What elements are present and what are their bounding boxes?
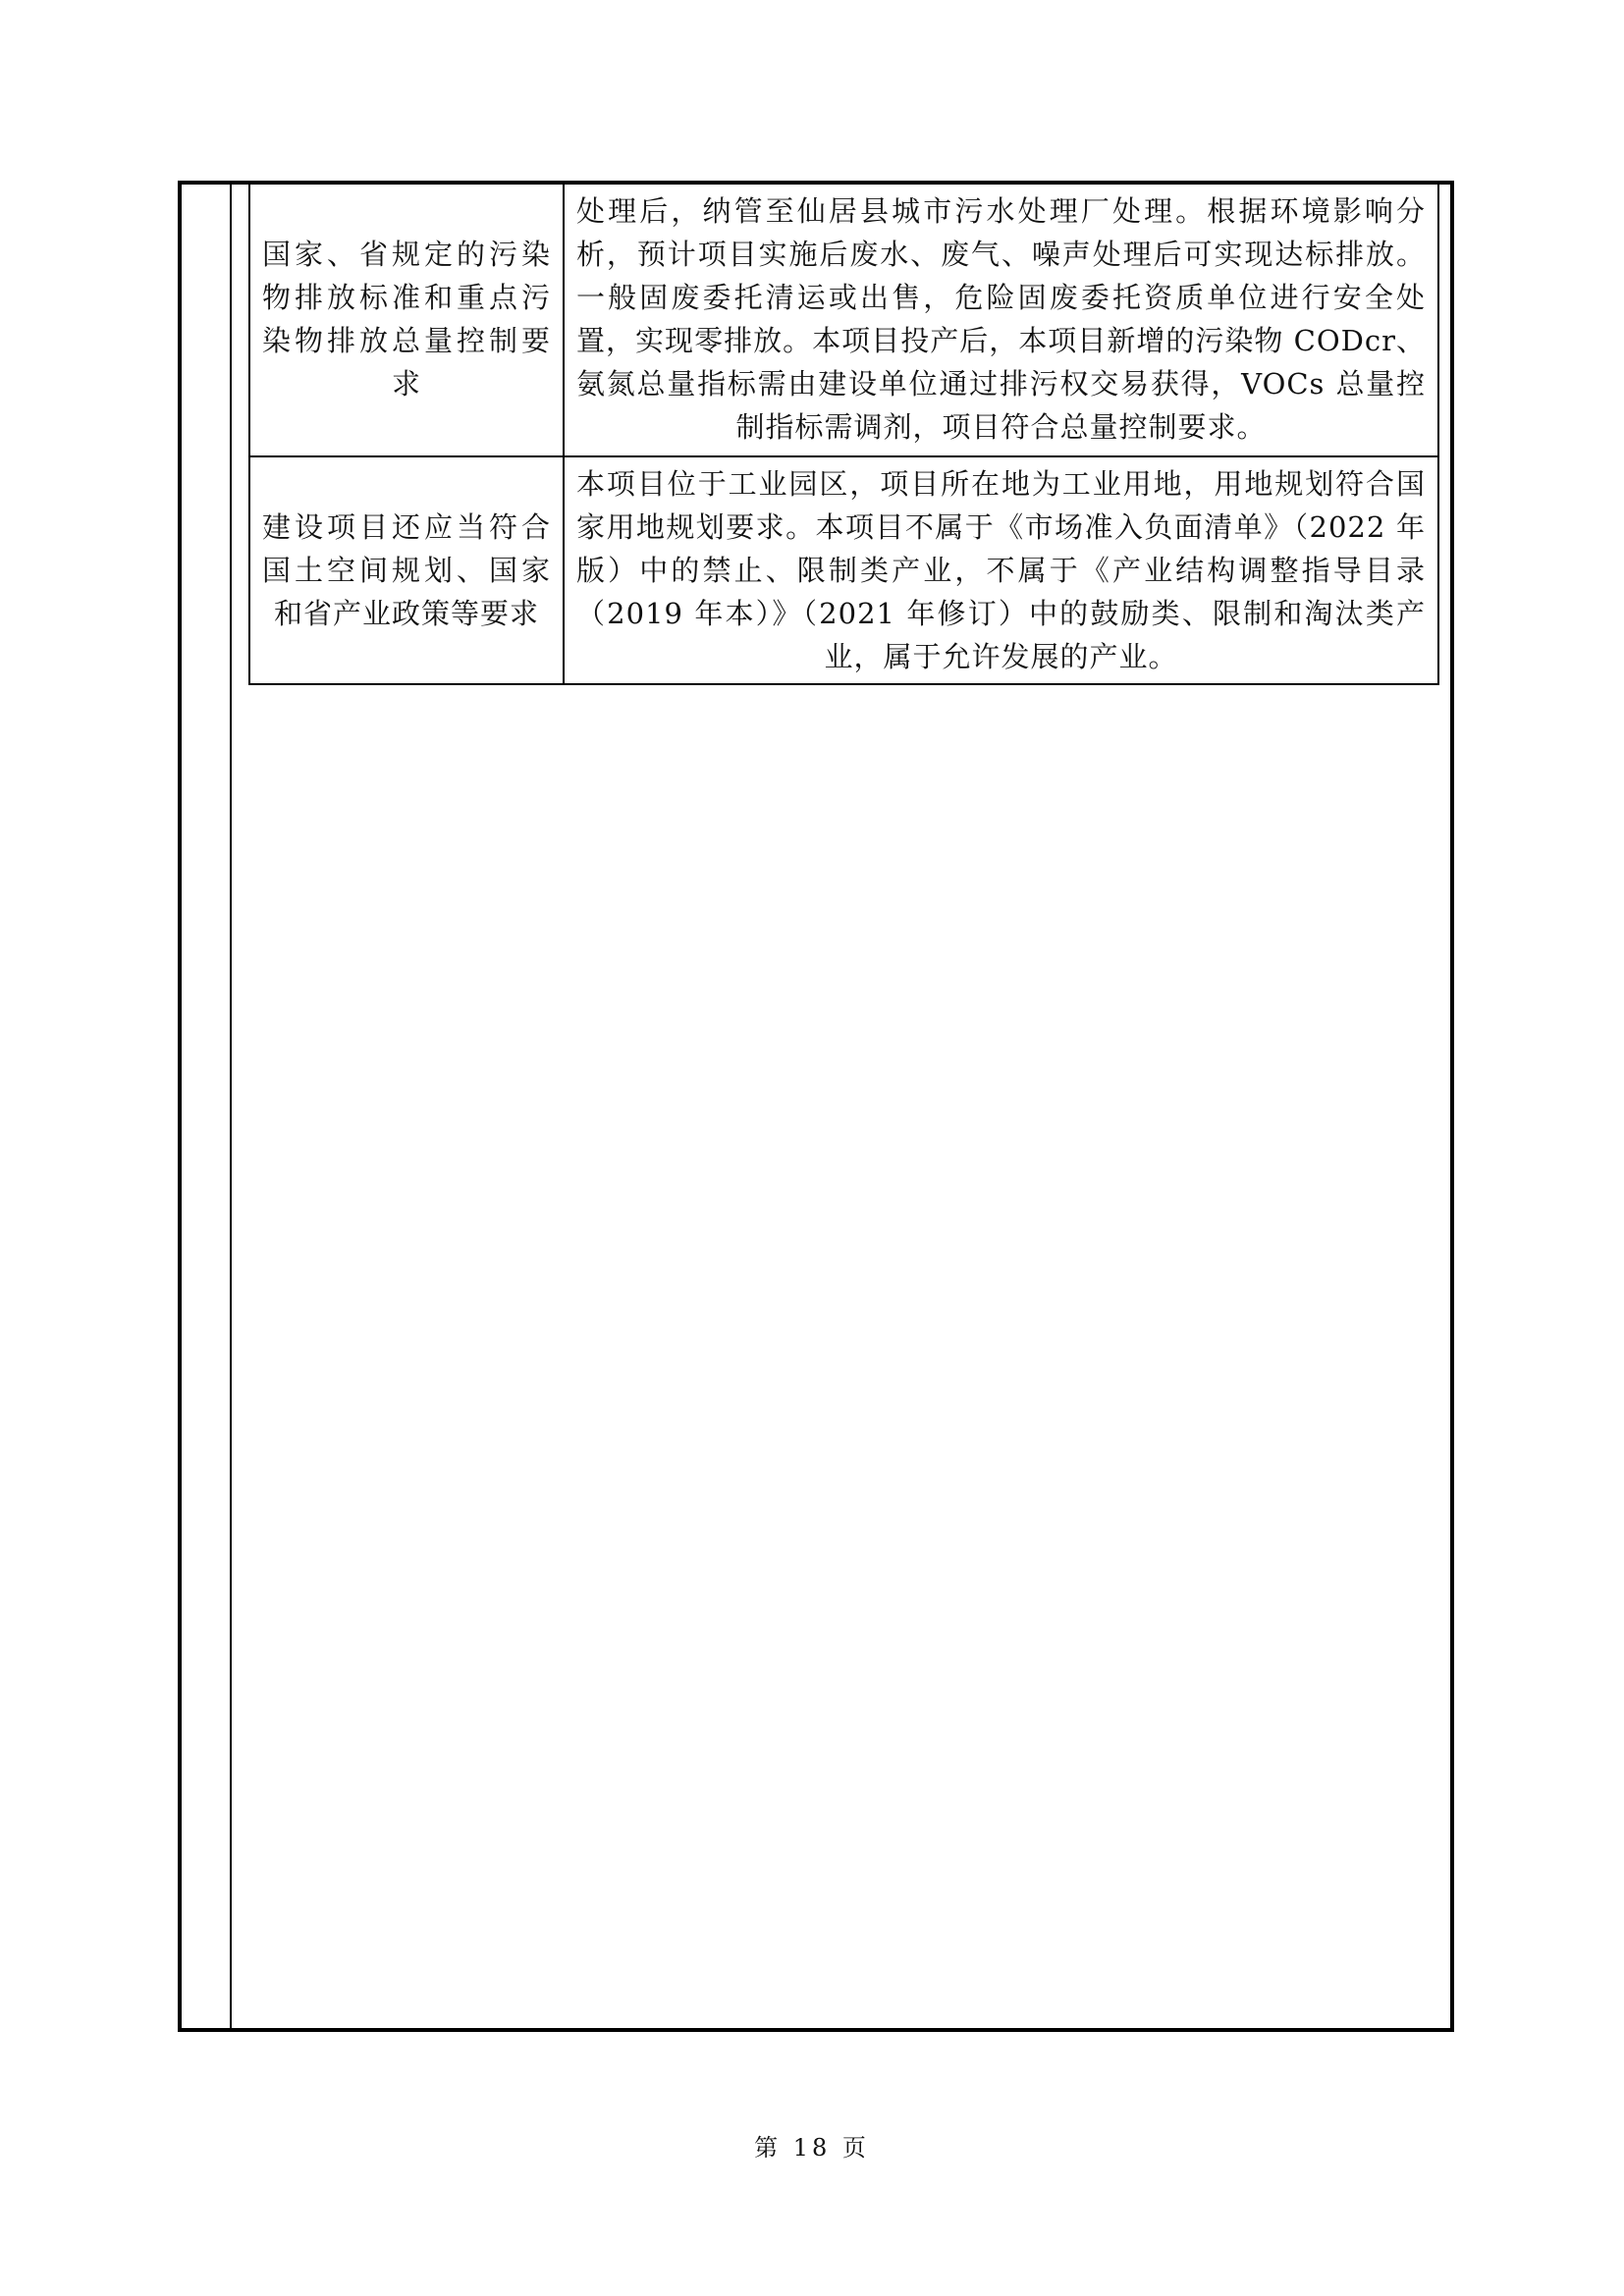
compliance-table <box>248 181 1439 685</box>
analysis-cell: 处理后，纳管至仙居县城市污水处理厂处理。根据环境影响分析，预计项目实施后废水、废气、噪声处理后可实现达标排放。一般固废委托清运或出售，危险固废委托资质单位进行安全处置，实现零排放。本项目投产后，本项目新增的污染物 CODcr、氨氮总量指标需由建设单位通过排污权交易获得，VOCs 总量控制指标需调剂，项目符合总量控制要求。 <box>564 182 1438 456</box>
table-row <box>249 456 1438 684</box>
table-row <box>249 182 1438 456</box>
requirement-cell: 国家、省规定的污染物排放标准和重点污染物排放总量控制要求 <box>249 182 564 456</box>
frame-inner-rule <box>230 181 232 2032</box>
page-number: 第 18 页 <box>754 2134 870 2162</box>
analysis-cell: 本项目位于工业园区，项目所在地为工业用地，用地规划符合国家用地规划要求。本项目不属于《市场准入负面清单》（2022 年版）中的禁止、限制类产业，不属于《产业结构调整指导目录（2019 年本）》（2021 年修订）中的鼓励类、限制和淘汰类产业，属于允许发展的产业。 <box>564 456 1438 684</box>
requirement-cell: 建设项目还应当符合国土空间规划、国家和省产业政策等要求 <box>249 456 564 684</box>
